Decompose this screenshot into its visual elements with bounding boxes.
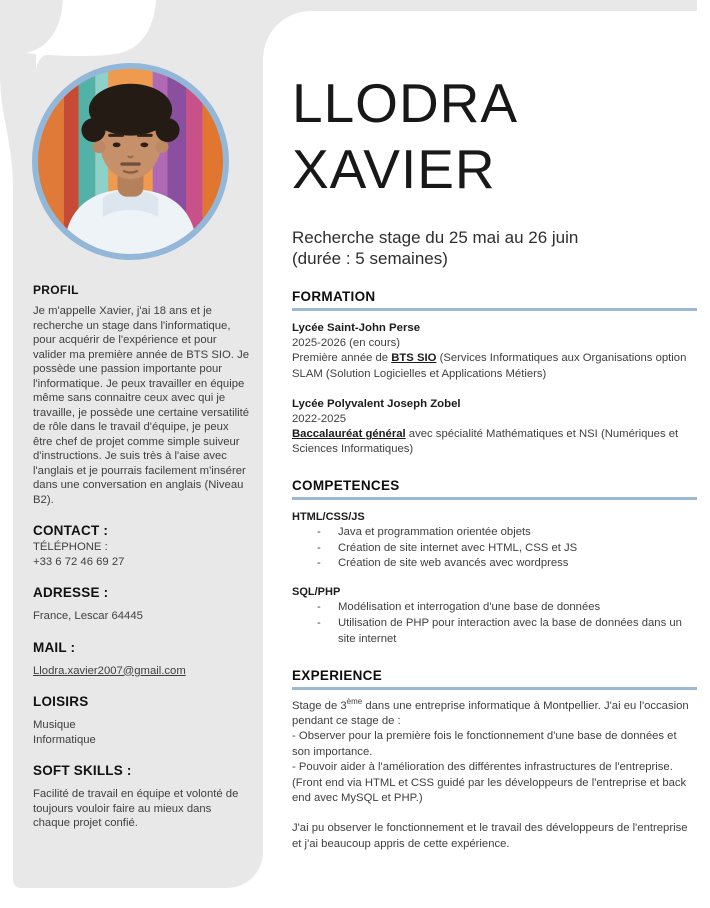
name-line-1: LLODRA: [292, 72, 519, 134]
competences-section: [292, 478, 697, 648]
email-link[interactable]: Llodra.xavier2007@gmail.com: [33, 664, 186, 677]
phone-value: +33 6 72 46 69 27: [33, 555, 125, 568]
experience-heading: EXPERIENCE: [292, 668, 697, 690]
desc-text: (Services Informatiques aux Organisations option SLAM (Solution Logicielles et Applications Métiers): [292, 352, 687, 380]
portrait-illustration: [38, 69, 223, 254]
profil-title: PROFIL: [33, 283, 79, 297]
sidebar: [13, 0, 260, 888]
skill-item: [292, 600, 697, 616]
internship-search-subtitle: Recherche stage du 25 mai au 26 juin (durée : 5 semaines): [292, 228, 579, 268]
skill-text: Création de site internet avec HTML, CSS et JS: [338, 541, 578, 554]
skill-group: [292, 585, 697, 647]
bullet-dash: -: [317, 601, 321, 614]
contact-section: [33, 523, 250, 569]
formation-section: [292, 289, 697, 458]
intro-text: Stage de 3: [292, 699, 347, 712]
school-dates: 2022-2025: [292, 412, 347, 425]
loisir-item: Musique: [33, 719, 76, 731]
bullet-dash: -: [317, 616, 321, 629]
school-name: Lycée Saint-John Perse: [292, 322, 421, 334]
loisirs-section: [33, 694, 250, 747]
desc-highlight: BTS SIO: [391, 352, 437, 365]
mail-title: MAIL :: [33, 639, 76, 655]
desc-highlight: Baccalauréat général: [292, 428, 406, 441]
ordinal-superscript: ème: [346, 696, 363, 706]
soft-skills-section: [33, 763, 250, 831]
skill-item: [292, 616, 697, 648]
profile-photo: [32, 63, 229, 260]
loisir-item: Informatique: [33, 733, 96, 746]
candidate-name: [292, 70, 697, 202]
desc-text: avec spécialité Mathématiques et NSI (Numériques et Sciences Informatiques): [292, 428, 679, 456]
profil-section: [33, 283, 250, 507]
experience-bullet-line: - Observer pour la première fois le fonctionnement d'une base de données et son importance.: [292, 730, 677, 758]
contact-title: CONTACT :: [33, 523, 109, 538]
phone-label: TÉLÉPHONE :: [33, 541, 108, 553]
skill-text: Création de site web avancés avec wordpress: [338, 557, 569, 570]
adresse-section: [33, 585, 250, 624]
bullet-dash: -: [317, 525, 321, 538]
school-description: [292, 351, 697, 382]
experience-bullet-line: - Pouvoir aider à l'amélioration des différentes infrastructures de l'entreprise. (Front end via HTML et CSS guidé par les développeurs de l'entreprise et back end avec MySQL et PHP.): [292, 761, 687, 804]
competences-heading: COMPETENCES: [292, 478, 697, 500]
experience-outro: J'ai pu observer le fonctionnement et le travail des développeurs de l'entreprise et j'ai beaucoup appris de cette expérience.: [292, 822, 688, 850]
soft-skills-title: SOFT SKILLS :: [33, 763, 132, 778]
experience-section: [292, 668, 697, 853]
school-dates: 2025-2026 (en cours): [292, 337, 401, 349]
skill-group-name: SQL/PHP: [292, 586, 341, 599]
school-description: [292, 427, 697, 458]
skill-item: [292, 525, 697, 541]
intro-text: dans une entreprise informatique à Montpellier. J'ai eu l'occasion pendant ce stage de :: [292, 699, 689, 727]
skill-item: [292, 556, 697, 572]
adresse-value: France, Lescar 64445: [33, 610, 143, 622]
skill-group: [292, 510, 697, 572]
skill-text: Java et programmation orientée objets: [338, 525, 531, 538]
experience-intro: [292, 696, 697, 730]
profil-text: Je m'appelle Xavier, j'ai 18 ans et je recherche un stage dans l'informatique, pour acquérir de l'expérience et pour valider ma première année de BTS SIO. Je possède une passion importante pour l'informatique. Je peux travailler en équipe même sans connaitre ceux avec qui je travaille, je possède une certaine versatilité de rôle dans le travail d'équipe, je peux être chef de projet comme simple suiveur d'instructions. Je suis très à l'aise avec l'anglais et je pourrais facilement m'insérer dans une conversation en anglais (Niveau B2).: [33, 305, 250, 506]
name-line-2: XAVIER: [292, 138, 496, 200]
soft-skills-text: Facilité de travail en équipe et volonté de toujours vouloir faire au mieux dans chaque projet confié.: [33, 788, 239, 829]
loisirs-title: LOISIRS: [33, 694, 89, 709]
desc-text: Première année de: [292, 352, 392, 365]
main-column: [292, 0, 697, 852]
experience-text: [292, 696, 697, 853]
skill-text: Modélisation et interrogation d'une base de données: [338, 601, 601, 614]
mail-section: [33, 640, 250, 679]
skill-text: Utilisation de PHP pour interaction avec la base de données dans un site internet: [338, 616, 682, 645]
skill-item: [292, 541, 697, 557]
school-name: Lycée Polyvalent Joseph Zobel: [292, 397, 461, 410]
formation-entry: [292, 397, 697, 458]
skill-group-name: HTML/CSS/JS: [292, 510, 365, 523]
bullet-dash: -: [317, 541, 321, 554]
formation-heading: FORMATION: [292, 289, 697, 311]
formation-entry: [292, 321, 697, 382]
adresse-title: ADRESSE :: [33, 585, 109, 600]
bullet-dash: -: [317, 557, 321, 570]
